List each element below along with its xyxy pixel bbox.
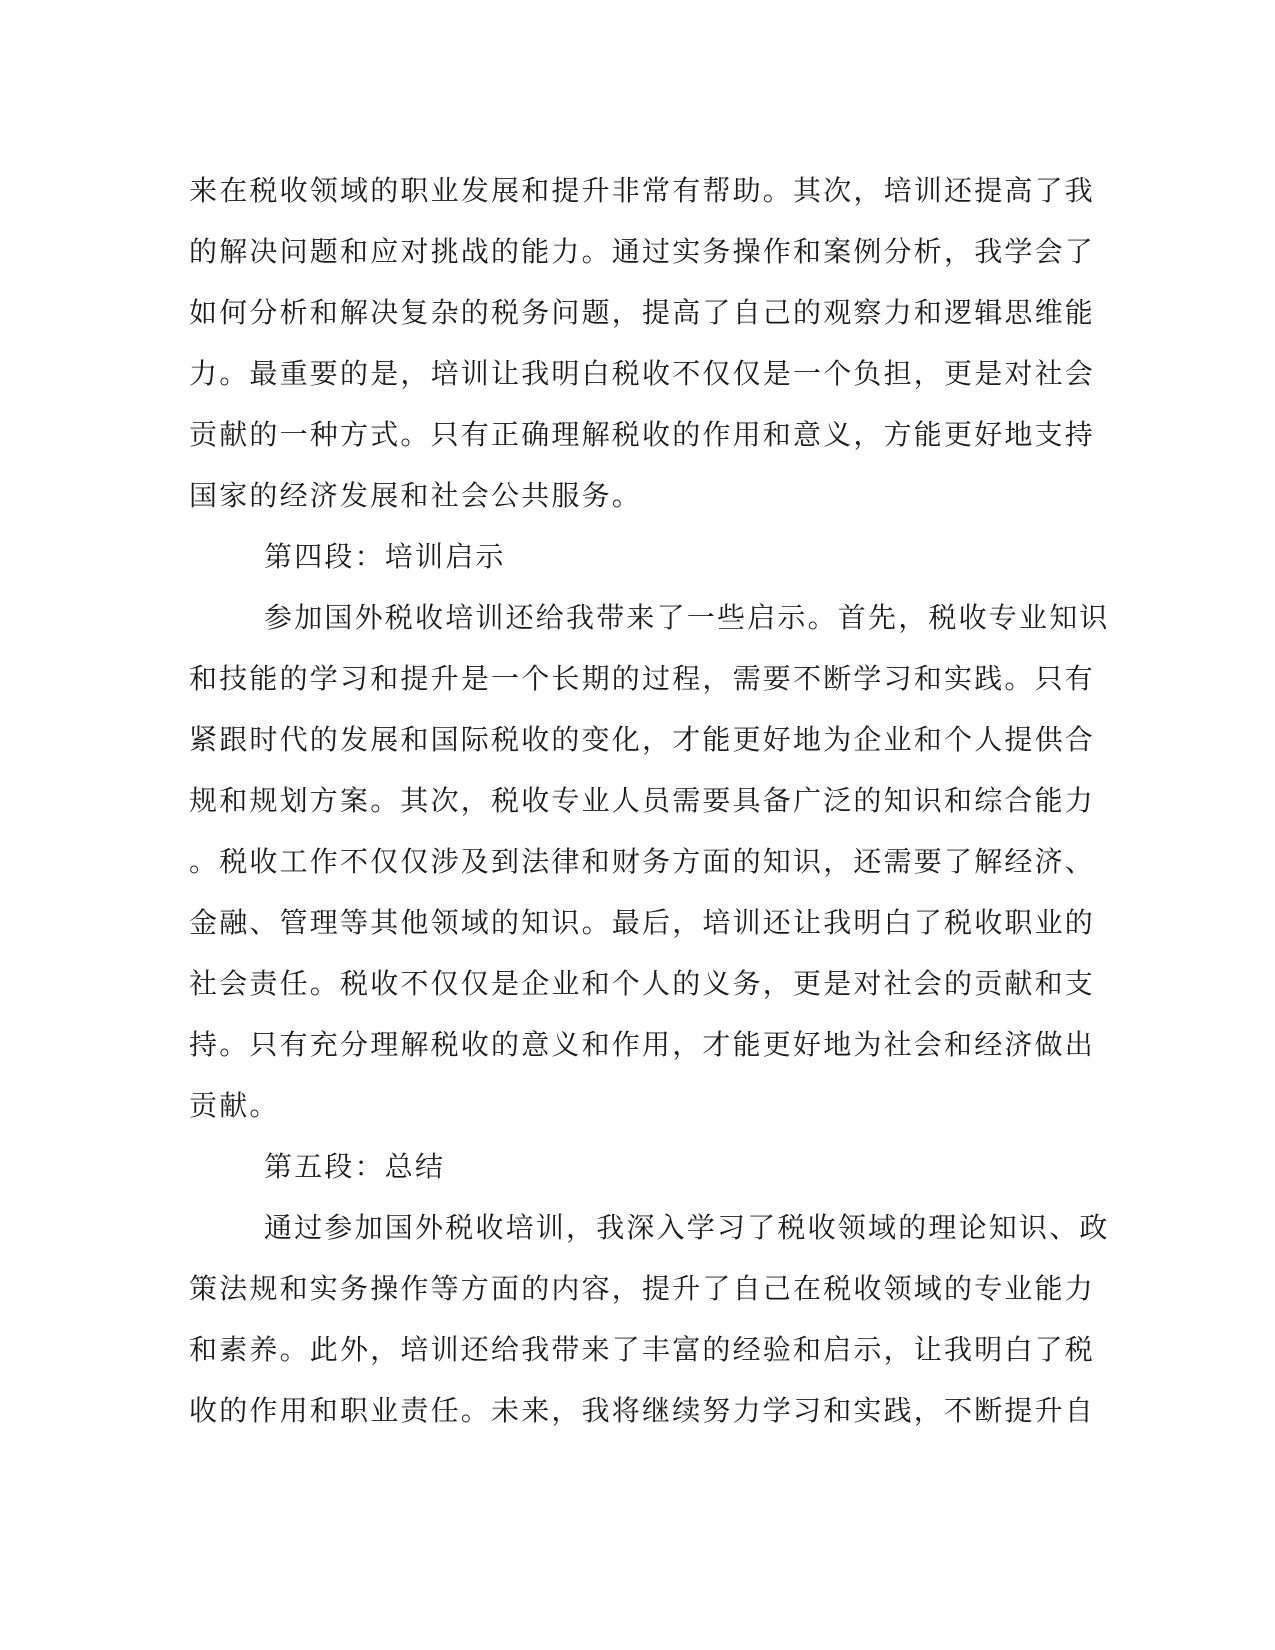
text-line: 的解决问题和应对挑战的能力。通过实务操作和案例分析，我学会了 [189,235,1096,268]
text-line: 金融、管理等其他领域的知识。最后，培训还让我明白了税收职业的 [189,906,1096,939]
text-line: 力。最重要的是，培训让我明白税收不仅仅是一个负担，更是对社会 [189,357,1096,390]
text-line: 策法规和实务操作等方面的内容，提升了自己在税收领域的专业能力 [189,1272,1096,1305]
text-line: 和技能的学习和提升是一个长期的过程，需要不断学习和实践。只有 [189,662,1096,695]
text-line: 国家的经济发展和社会公共服务。 [189,479,643,512]
text-line: 社会责任。税收不仅仅是企业和个人的义务，更是对社会的贡献和支 [189,967,1096,1000]
text-line: 和素养。此外，培训还给我带来了丰富的经验和启示，让我明白了税 [189,1333,1096,1366]
text-line: 参加国外税收培训还给我带来了一些启示。首先，税收专业知识 [264,601,1110,634]
text-line: 来在税收领域的职业发展和提升非常有帮助。其次，培训还提高了我 [189,174,1096,207]
section-heading-4: 第四段：培训启示 [264,540,506,573]
text-line: 持。只有充分理解税收的意义和作用，才能更好地为社会和经济做出 [189,1028,1096,1061]
text-line: 如何分析和解决复杂的税务问题，提高了自己的观察力和逻辑思维能 [189,296,1096,329]
text-line: 贡献。 [189,1089,280,1122]
text-line: 规和规划方案。其次，税收专业人员需要具备广泛的知识和综合能力 [189,784,1096,817]
text-line: 紧跟时代的发展和国际税收的变化，才能更好地为企业和个人提供合 [189,723,1096,756]
text-line: 收的作用和职业责任。未来，我将继续努力学习和实践，不断提升自 [189,1394,1096,1427]
text-line: 贡献的一种方式。只有正确理解税收的作用和意义，方能更好地支持 [189,418,1096,451]
text-line: 通过参加国外税收培训，我深入学习了税收领域的理论知识、政 [264,1211,1110,1244]
body-text [189,160,1110,1441]
section-heading-5: 第五段：总结 [264,1150,446,1183]
text-line: 。税收工作不仅仅涉及到法律和财务方面的知识，还需要了解经济、 [189,845,1096,878]
